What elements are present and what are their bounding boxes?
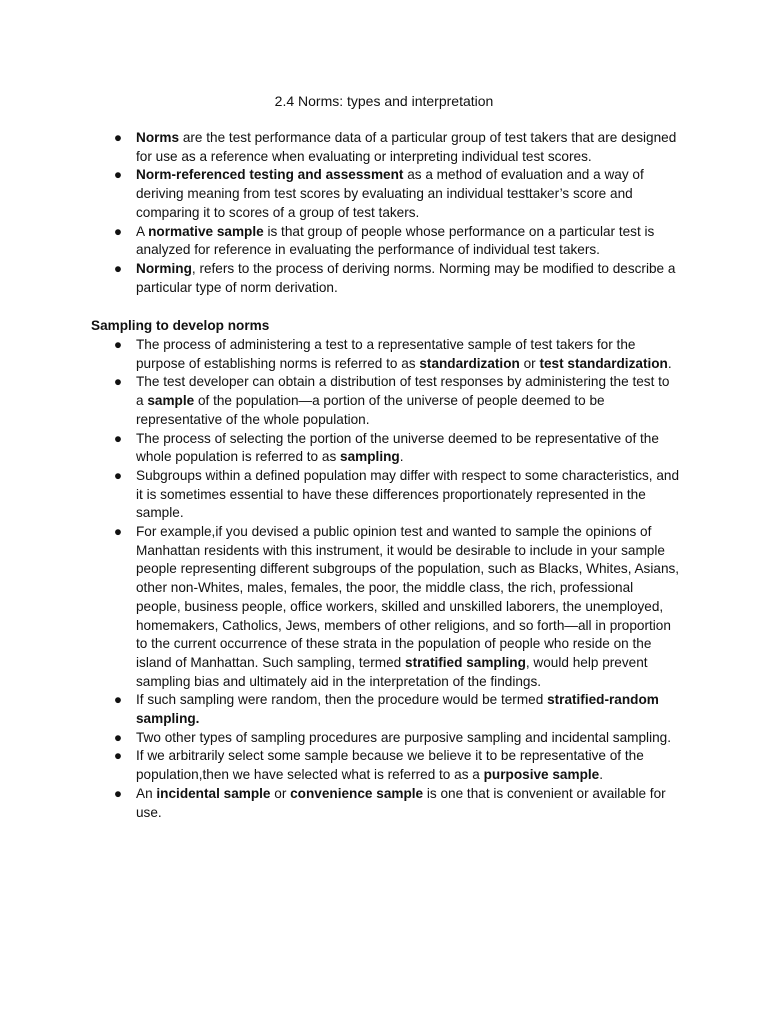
bullet-icon: ●: [113, 729, 123, 745]
item-text: The test developer can obtain a distribution of test responses by administering the test to a: [136, 374, 670, 409]
list-item: [112, 223, 680, 260]
item-text: or: [270, 785, 291, 801]
section-heading: Sampling to develop norms: [91, 318, 270, 333]
item-text: The process of administering a test to a representative sample of test takers for the purpose of establishing norms is referred to as: [136, 337, 636, 371]
list-item: [112, 747, 680, 784]
item-text: For example,if you devised a public opinion test and wanted to sample the opinions of Manhattan residents with this instrument, it would be desirable to include in your sample people representing different subgroups of the population, such as Blacks, Whites, Asians, other non-Whites, males, females, the poor, the middle class, the rich, professional people, business people, office workers, skilled and unskilled laborers, the unemployed, homemakers, Catholics, Jews, members of other religions, and so forth—all in proportion to the current occurrence of these strata in the population of people who reside on the island of Manhattan. Such sampling, termed: [136, 524, 680, 670]
term-bold: sample: [147, 393, 195, 409]
term-bold: stratified-random sampling.: [136, 692, 659, 727]
bullet-icon: ●: [113, 130, 123, 145]
term-bold: Norm-referenced testing and assessment: [136, 167, 404, 183]
term-bold: incidental sample: [156, 785, 271, 801]
bullet-icon: ●: [113, 167, 123, 183]
item-text: .: [399, 449, 404, 465]
list-item: [112, 129, 680, 166]
bullet-icon: ●: [113, 337, 123, 352]
item-text: The process of selecting the portion of the universe deemed to be representative of the whole population is referred to as: [136, 430, 659, 465]
page-title: 2.4 Norms: types and interpretation: [274, 93, 494, 109]
item-text: .: [667, 355, 672, 371]
item-text: , refers to the process of deriving norms. Norming may be modified to describe a particular type of norm derivation.: [136, 260, 676, 295]
item-text: Subgroups within a defined population may differ with respect to some characteristics, and it is sometimes essential to have these differences proportionately represented in the sample.: [136, 467, 680, 521]
term-bold: sampling: [340, 449, 400, 465]
item-text: If such sampling were random, then the procedure would be termed: [136, 692, 548, 708]
bullet-icon: ●: [113, 692, 123, 708]
item-text: .: [599, 767, 603, 783]
term-bold: test standardization: [539, 355, 668, 371]
item-text: A: [136, 223, 149, 239]
list-item: [112, 166, 680, 222]
list-item: [112, 785, 680, 822]
bullet-icon: ●: [113, 374, 123, 390]
sampling-list: [112, 336, 680, 822]
item-text: of the population—a portion of the universe of people deemed to be representative of the whole population.: [136, 393, 605, 427]
list-item: [112, 523, 680, 691]
item-text: as a method of evaluation and a way of deriving meaning from test scores by evaluating an individual testtaker’s score and comparing it to scores of a group of test takers.: [136, 167, 644, 220]
item-text: If we arbitrarily select some sample because we believe it to be representative of the population,then we have selected what is referred to as a: [136, 748, 644, 783]
bullet-icon: ●: [113, 524, 123, 540]
item-text: An: [136, 785, 157, 801]
bullet-icon: ●: [113, 430, 123, 446]
list-item: [112, 467, 680, 523]
bullet-icon: ●: [113, 260, 123, 276]
bullet-icon: ●: [113, 467, 123, 483]
bullet-icon: ●: [113, 748, 123, 764]
term-bold: standardization: [419, 355, 520, 371]
term-bold: stratified sampling: [405, 654, 526, 670]
list-item: [112, 691, 680, 728]
list-item: [112, 729, 680, 748]
item-text: are the test performance data of a particular group of test takers that are designed for use as a reference when evaluating or interpreting individual test scores.: [136, 130, 677, 164]
item-text: is that group of people whose performance on a particular test is analyzed for reference in evaluating the performance of individual test takers.: [136, 223, 655, 258]
list-item: [112, 430, 680, 467]
term-bold: purposive sample: [483, 767, 600, 783]
term-bold: normative sample: [148, 223, 264, 239]
item-text: or: [519, 355, 540, 371]
item-text: , would help prevent sampling bias and ultimately aid in the interpretation of the findings.: [136, 654, 648, 689]
norms-list: [112, 129, 680, 297]
bullet-icon: ●: [113, 785, 123, 801]
bullet-icon: ●: [113, 223, 123, 239]
term-bold: Norms: [136, 130, 180, 145]
item-text: Two other types of sampling procedures are purposive sampling and incidental sampling.: [136, 729, 671, 745]
term-bold: Norming: [136, 260, 192, 276]
item-text: is one that is convenient or available for use.: [136, 785, 666, 820]
term-bold: convenience sample: [290, 785, 424, 801]
list-item: [112, 336, 680, 373]
list-item: [112, 260, 680, 297]
list-item: [112, 373, 680, 429]
